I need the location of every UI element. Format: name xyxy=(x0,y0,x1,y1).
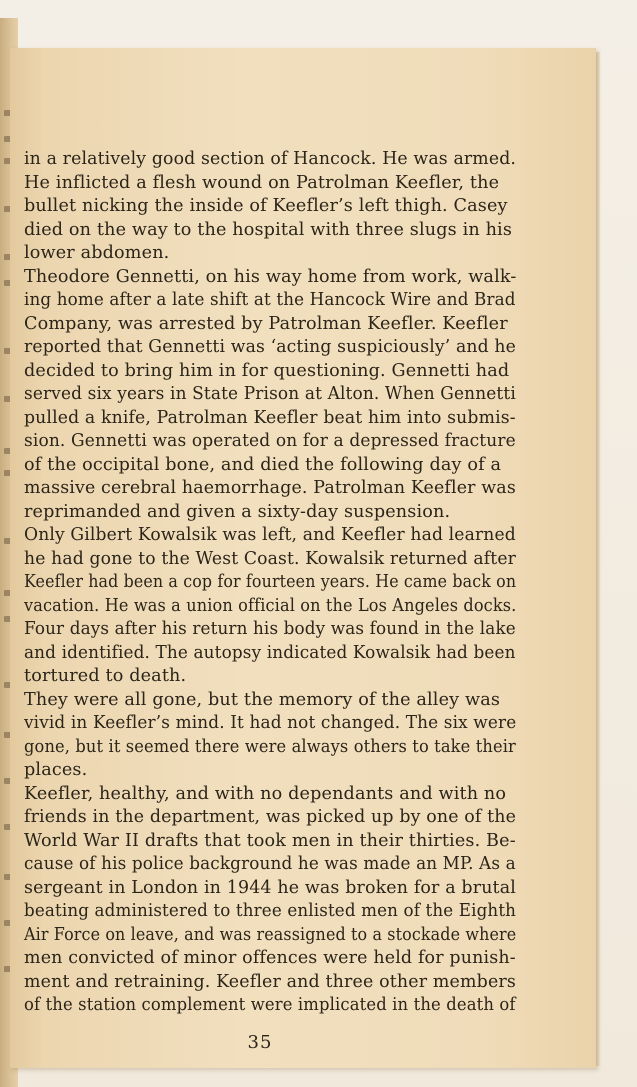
text-line: They were all gone, but the memory of the alley was xyxy=(24,689,501,710)
text-line: Keefler, healthy, and with no dependants and with no xyxy=(24,783,507,804)
text-line: Only Gilbert Kowalsik was left, and Keefler had learned xyxy=(24,525,516,545)
text-line: Company, was arrested by Patrolman Keefler. Keefler xyxy=(24,313,508,334)
text-line: died on the way to the hospital with three slugs in his xyxy=(24,219,513,240)
text-line: He inflicted a flesh wound on Patrolman Keefler, the xyxy=(24,172,500,193)
book-page xyxy=(10,48,596,1068)
text-line: massive cerebral haemorrhage. Patrolman Keefler was xyxy=(24,478,516,498)
text-line: he had gone to the West Coast. Kowalsik returned after xyxy=(24,548,517,569)
text-line: cause of his police background he was made an MP. As a xyxy=(24,854,516,874)
text-line: served six years in State Prison at Alton. When Gennetti xyxy=(24,384,516,404)
text-line: pulled a knife, Patrolman Keefler beat him into submis- xyxy=(24,407,516,428)
text-line: vivid in Keefler’s mind. It had not changed. The six were xyxy=(24,713,517,733)
text-line: beating administered to three enlisted men of the Eighth xyxy=(24,901,517,921)
text-line: World War II drafts that took men in their thirties. Be- xyxy=(24,830,516,851)
text-line: sergeant in London in 1944 he was broken for a brutal xyxy=(24,877,516,898)
text-line: reprimanded and given a sixty-day suspension. xyxy=(24,501,451,522)
text-line: sion. Gennetti was operated on for a depressed fracture xyxy=(24,431,516,451)
text-line: in a relatively good section of Hancock. He was armed. xyxy=(24,149,517,169)
text-line: decided to bring him in for questioning. Gennetti had xyxy=(24,360,510,381)
text-line: of the occipital bone, and died the following day of a xyxy=(24,454,502,475)
text-line: Theodore Gennetti, on his way home from work, walk- xyxy=(24,266,517,287)
text-line: ing home after a late shift at the Hancock Wire and Brad xyxy=(24,290,516,310)
text-line: Four days after his return his body was found in the lake xyxy=(24,619,516,639)
text-line: tortured to death. xyxy=(24,666,187,686)
body-text xyxy=(24,148,516,1018)
text-line: vacation. He was a union official on the Los Angeles docks. xyxy=(24,595,517,616)
text-line: lower abdomen. xyxy=(24,243,170,263)
text-line: reported that Gennetti was ‘acting suspiciously’ and he xyxy=(24,337,516,357)
text-line: of the station complement were implicated in the death of xyxy=(24,995,516,1015)
text-line: and identified. The autopsy indicated Kowalsik had been xyxy=(24,642,516,663)
text-line: Air Force on leave, and was reassigned to a stockade where xyxy=(24,924,517,945)
text-line: Keefler had been a cop for fourteen years. He came back on xyxy=(24,572,517,592)
text-line: gone, but it seemed there were always others to take their xyxy=(24,736,516,757)
text-line: places. xyxy=(24,760,88,780)
text-line: friends in the department, was picked up by one of the xyxy=(24,807,517,827)
text-line: ment and retraining. Keefler and three other members xyxy=(24,971,516,992)
text-line: men convicted of minor offences were held for punish- xyxy=(24,948,516,968)
text-line: bullet nicking the inside of Keefler’s left thigh. Casey xyxy=(24,196,508,216)
page-number: 35 xyxy=(247,1032,273,1053)
